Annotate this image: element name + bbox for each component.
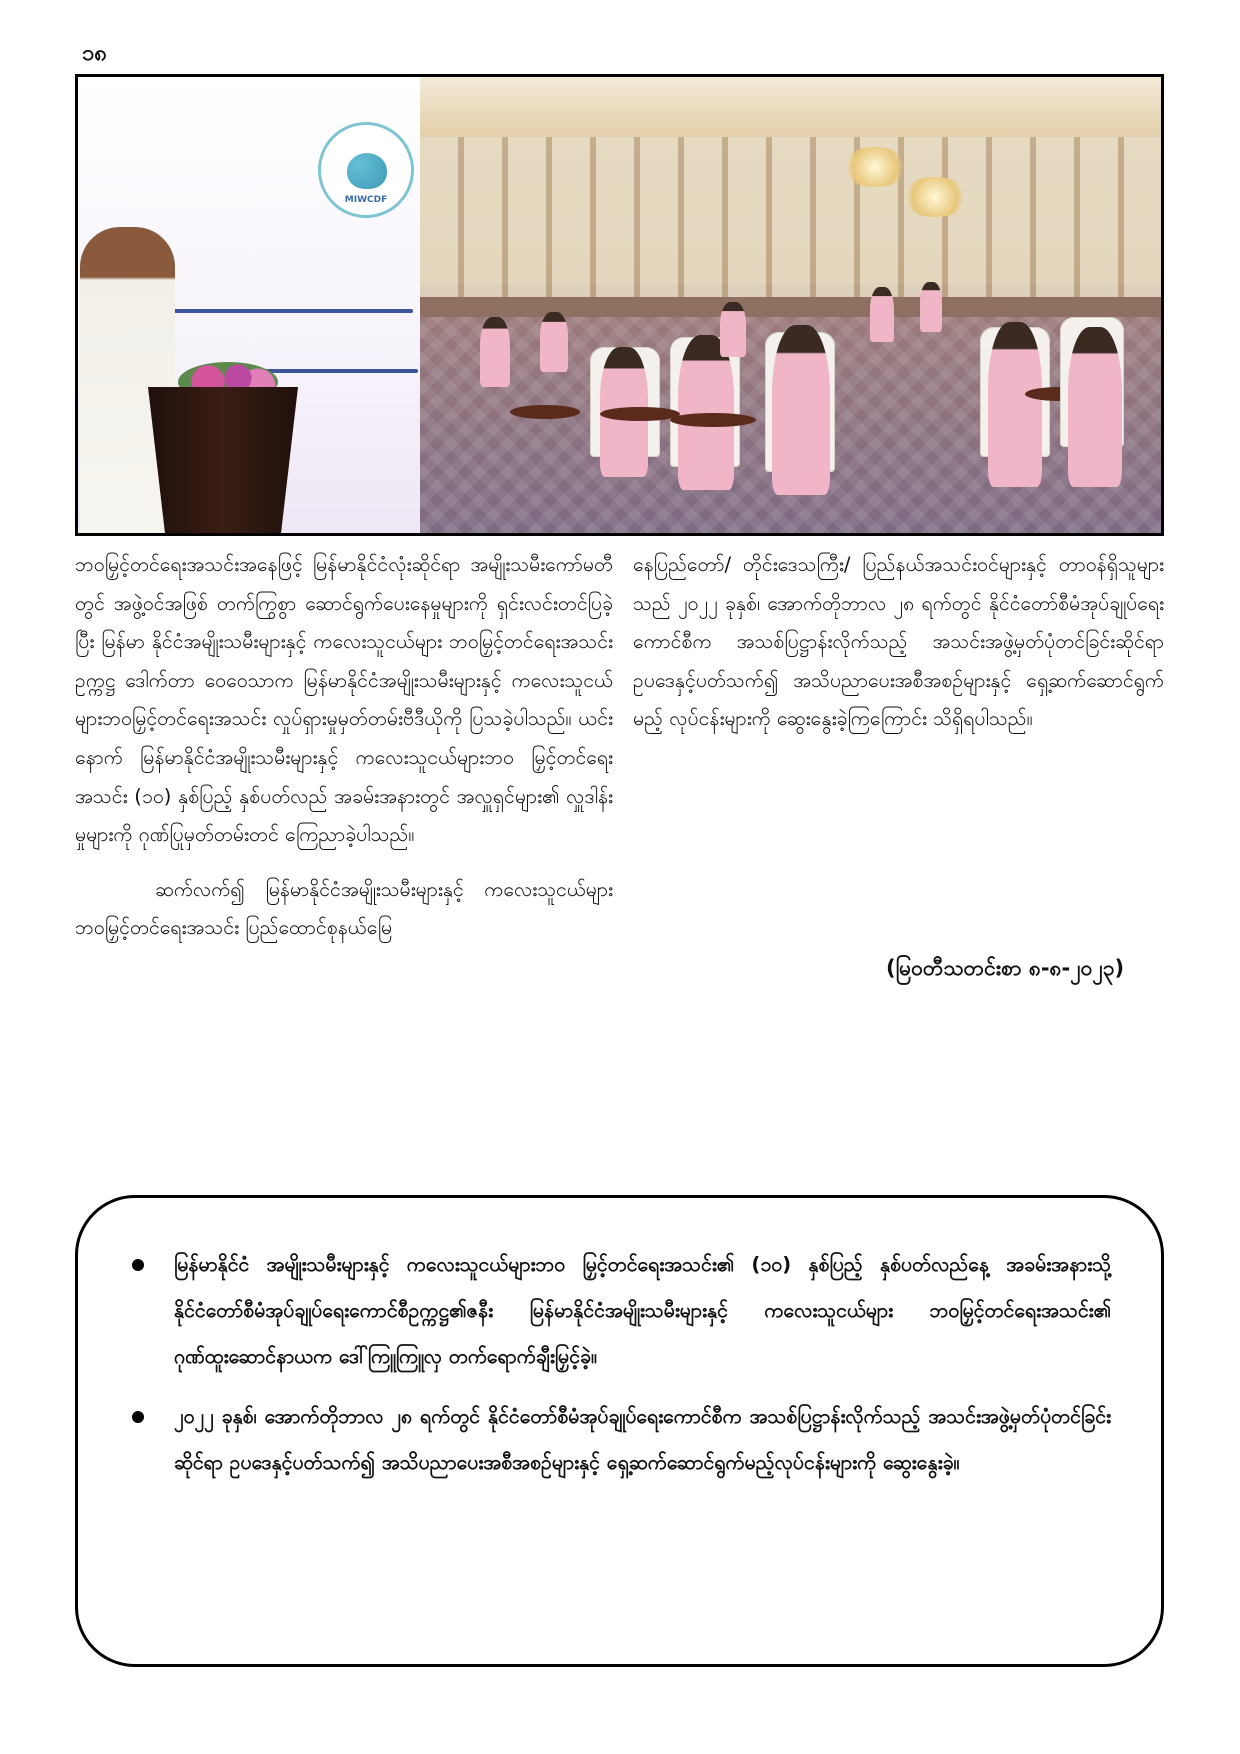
news-source: (မြဝတီသတင်းစာ ၈-၈-၂၀၂၃) (886, 956, 1125, 980)
summary-item-text: ၂၀၂၂ ခုနှစ်၊ အောက်တိုဘာလ ၂၈ ရက်တွင် နိုင်ငံတော်စီမံအုပ်ချုပ်ရေးကောင်စီက အသစ်ပြဋ္ဌာန်းလိုက်သည့် အသင်းအဖွဲ့မှတ်ပုံတင်ခြင်းဆိုင်ရာ ဥပဒေနှင့်ပတ်သက်၍ အသိပညာပေးအစီအစဉ်များနှင့် ရှေ့ဆက်ဆောင်ရွက်မည့်လုပ်ငန်းများကို ဆွေးနွေးခဲ့။ (174, 1405, 1111, 1474)
audience-guest (772, 325, 830, 495)
article-paragraph: ဆက်လက်၍ မြန်မာနိုင်ငံအမျိုးသမီးများနှင့် ကလေးသူငယ်များဘဝမြှင့်တင်ရေးအသင်း ပြည်ထောင်စုနယ်မြေ (75, 877, 613, 940)
article-left-column (75, 546, 613, 948)
summary-list (128, 1242, 1111, 1486)
summary-item (128, 1242, 1111, 1380)
side-table (670, 413, 756, 427)
bullet-icon (132, 1259, 144, 1271)
logo-caption: MIWCDF (344, 195, 388, 205)
organization-logo (318, 122, 414, 218)
audience-guest (540, 312, 568, 372)
bullet-icon (132, 1411, 144, 1423)
article-paragraph: နေပြည်တော်/ တိုင်းဒေသကြီး/ ပြည်နယ်အသင်းဝင်များနှင့် တာဝန်ရှိသူများသည် ၂၀၂၂ ခုနှစ်၊ အောက်တိုဘာလ ၂၈ ရက်တွင် နိုင်ငံတော်စီမံအုပ်ချုပ်ရေးကောင်စီက အသစ်ပြဋ္ဌာန်းလိုက်သည့် အသင်းအဖွဲ့မှတ်ပုံတင်ခြင်းဆိုင်ရာ ဥပဒေနှင့်ပတ်သက်၍ အသိပညာပေးအစီအစဉ်များနှင့် ရှေ့ဆက်ဆောင်ရွက်မည့် လုပ်ငန်းများကို ဆွေးနွေးခဲ့ကြကြောင်း သိရှိရပါသည်။ (633, 553, 1164, 731)
article-right-column (633, 546, 1164, 739)
chandelier-icon (900, 177, 970, 217)
summary-item-text: မြန်မာနိုင်ငံ အမျိုးသမီးများနှင့် ကလေးသူငယ်များဘဝ မြှင့်တင်ရေးအသင်း၏ (၁၀) နှစ်ပြည့် နှစ်ပတ်လည်နေ့ အခမ်းအနားသို့ နိုင်ငံတော်စီမံအုပ်ချုပ်ရေးကောင်စီဥက္ကဋ္ဌ၏ဇနီး မြန်မာနိုင်ငံအမျိုးသမီးများနှင့် ကလေးသူငယ်များ ဘဝမြှင့်တင်ရေးအသင်း၏ ဂုဏ်ထူးဆောင်နာယက ဒေါ်ကြူကြူလှ တက်ရောက်ချီးမြှင့်ခဲ့။ (174, 1253, 1111, 1368)
event-photo (75, 74, 1164, 536)
summary-item (128, 1394, 1111, 1486)
stage-backdrop (78, 77, 420, 533)
side-table (510, 405, 580, 419)
audience-hall (420, 77, 1161, 533)
audience-guest (1068, 327, 1122, 487)
heart-icon (347, 153, 387, 189)
audience-guest (720, 302, 746, 357)
chandelier-icon (840, 147, 910, 187)
page-number: ၁၈ (82, 41, 107, 66)
podium (148, 387, 298, 536)
side-table (600, 407, 680, 421)
summary-box (75, 1195, 1164, 1667)
article-paragraph: ဘဝမြှင့်တင်ရေးအသင်းအနေဖြင့် မြန်မာနိုင်ငံလုံးဆိုင်ရာ အမျိုးသမီးကော်မတီတွင် အဖွဲ့ဝင်အဖြစ် တက်ကြွစွာ ဆောင်ရွက်ပေးနေမှုများကို ရှင်းလင်းတင်ပြခဲ့ပြီး မြန်မာ နိုင်ငံအမျိုးသမီးများနှင့် ကလေးသူငယ်များ ဘဝမြှင့်တင်ရေးအသင်းဥက္ကဋ္ဌ ဒေါက်တာ ဝေဝေသာက မြန်မာနိုင်ငံအမျိုးသမီးများနှင့် ကလေးသူငယ်များဘဝမြှင့်တင်ရေးအသင်း လှုပ်ရှားမှုမှတ်တမ်းဗီဒီယိုကို ပြသခဲ့ပါသည်။ ယင်းနောက် မြန်မာနိုင်ငံအမျိုးသမီးများနှင့် ကလေးသူငယ်များဘဝ မြှင့်တင်ရေးအသင်း (၁၀) နှစ်ပြည့် နှစ်ပတ်လည် အခမ်းအနားတွင် အလှူရှင်များ၏ လှူဒါန်းမှုများကို ဂုဏ်ပြုမှတ်တမ်းတင် ကြေညာခဲ့ပါသည်။ (75, 553, 613, 847)
hall-ceiling (420, 77, 1161, 137)
audience-guest (920, 282, 942, 332)
banner-text-line (163, 309, 413, 313)
audience-guest (870, 287, 894, 342)
audience-guest (988, 322, 1042, 487)
audience-guest (480, 317, 510, 387)
hall-curtains (420, 137, 1161, 297)
